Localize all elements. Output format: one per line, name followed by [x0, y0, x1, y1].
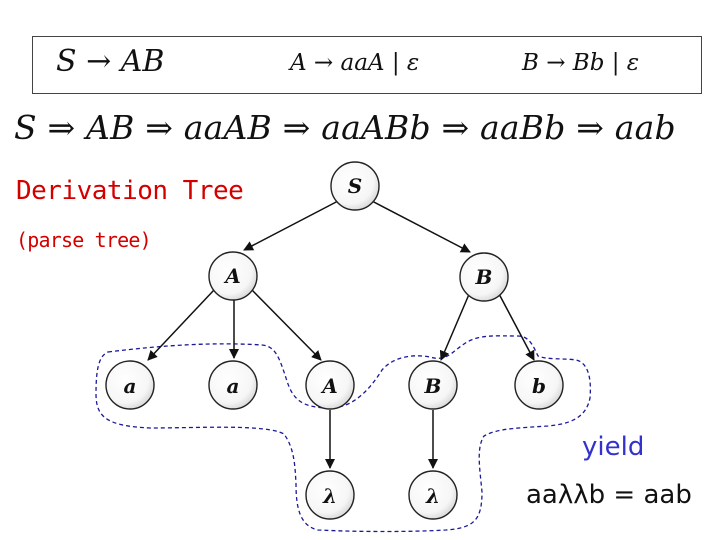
node-a-child-3 — [306, 361, 354, 409]
edge-b-b1 — [441, 292, 470, 360]
node-a-child-3-label: A — [322, 374, 338, 398]
derivation-sequence: S ⇒ AB ⇒ aaAB ⇒ aaABb ⇒ aaBb ⇒ aab — [14, 108, 676, 147]
node-b-child-1-label: B — [424, 374, 442, 398]
node-lambda-2 — [409, 471, 457, 519]
caption-title: Derivation Tree — [16, 176, 244, 206]
node-a — [209, 252, 257, 300]
yield-equation: aaλλb = aab — [526, 480, 692, 510]
edge-b-b2 — [498, 292, 534, 360]
node-b-label: B — [475, 265, 493, 289]
node-lambda-1-label: λ — [322, 484, 338, 508]
node-a-child-2 — [209, 361, 257, 409]
grammar-rule-s: S → AB — [56, 44, 165, 79]
edge-a-a3 — [252, 290, 321, 360]
yield-label: yield — [582, 432, 645, 462]
grammar-rule-b: B → Bb | ε — [522, 50, 640, 76]
node-s — [331, 162, 379, 210]
node-b — [460, 253, 508, 301]
node-a-child-1 — [106, 361, 154, 409]
node-lambda-1 — [306, 471, 354, 519]
node-a-child-2-label: a — [226, 374, 240, 398]
edge-s-b — [370, 200, 470, 252]
node-b-child-2-label: b — [532, 374, 546, 398]
grammar-rule-a: A → aaA | ε — [290, 50, 420, 76]
node-b-child-1 — [409, 361, 457, 409]
node-lambda-2-label: λ — [425, 484, 441, 508]
node-a-label: A — [225, 264, 241, 288]
node-b-child-2 — [515, 361, 563, 409]
caption-subtitle: (parse tree) — [16, 228, 151, 252]
node-s-label: S — [347, 174, 363, 198]
edge-s-a — [244, 200, 340, 250]
edge-a-a1 — [148, 290, 214, 360]
node-a-child-1-label: a — [123, 374, 137, 398]
